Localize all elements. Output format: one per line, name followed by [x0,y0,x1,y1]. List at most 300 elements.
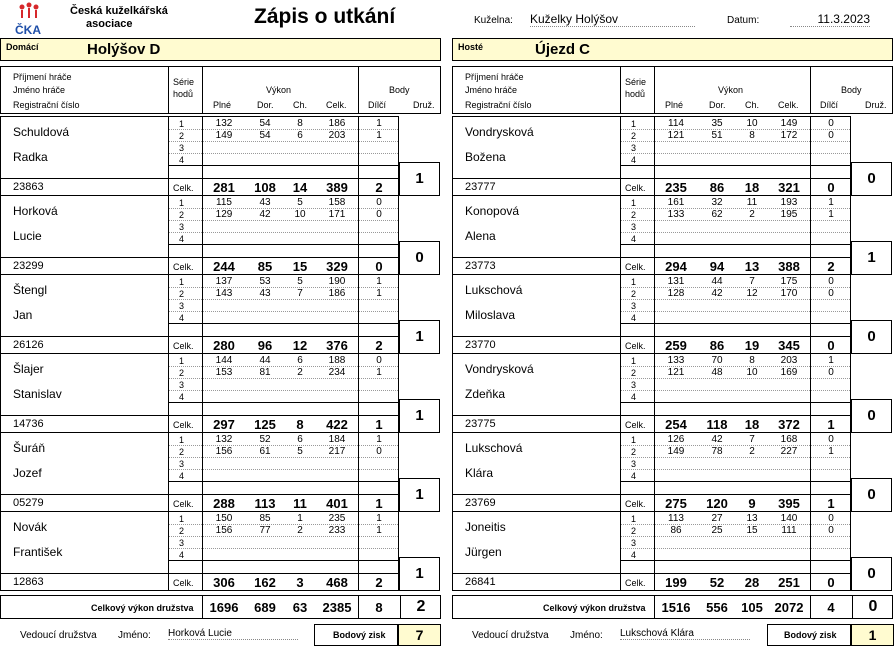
series-value: 27 [711,513,723,524]
player-total-value: 125 [254,417,276,432]
series-value: 203 [780,355,798,366]
player-total-value: 281 [213,180,235,195]
series-value: 186 [328,118,346,129]
player-reg-number: 26126 [13,339,44,351]
home-team-points: 0 [399,241,440,275]
player-reg-number: 23863 [13,181,44,193]
player-total-value: 118 [706,417,728,432]
series-value: 7 [749,276,755,287]
away-team-points: 0 [851,399,892,433]
datum-value: 11.3.2023 [790,12,870,27]
series-value: 161 [667,197,685,208]
series-value: 195 [780,209,798,220]
series-value: 5 [297,276,303,287]
home-leader-name: Horková Lucie [168,628,298,640]
player-first-name: Alena [465,229,496,243]
series-number: 3 [631,143,637,153]
series-number: 3 [631,301,637,311]
home-team-points: 1 [399,320,440,354]
celk-label: Celk. [173,578,194,588]
player-total-value: 254 [665,417,687,432]
away-player-block [452,353,851,433]
series-value: 1 [828,446,834,457]
series-value: 133 [667,355,685,366]
away-team-points: 0 [851,557,892,591]
series-number: 3 [631,538,637,548]
away-player-block [452,511,851,591]
series-value: 0 [376,446,382,457]
series-value: 15 [746,525,758,536]
series-number: 1 [179,435,185,445]
series-value: 190 [328,276,346,287]
series-value: 1 [297,513,303,524]
series-value: 44 [259,355,271,366]
celk-label: Celk. [173,420,194,430]
player-total-value: 52 [709,575,725,590]
series-value: 131 [667,276,685,287]
player-surname: Novák [13,520,48,534]
series-value: 140 [780,513,798,524]
series-value: 169 [780,367,798,378]
series-value: 0 [828,130,834,141]
series-value: 1 [828,197,834,208]
series-number: 4 [179,471,185,481]
player-total-value: 96 [257,338,273,353]
series-value: 5 [297,197,303,208]
series-value: 1 [376,434,382,445]
player-total-value: 2 [375,338,383,353]
series-value: 77 [259,525,271,536]
series-value: 137 [215,276,233,287]
series-value: 11 [746,197,758,208]
player-first-name: Jozef [13,466,42,480]
series-value: 203 [328,130,346,141]
home-total-row: Celkový výkon družstva 1696 689 63 2385 8 2 [0,595,441,619]
celk-label: Celk. [625,420,646,430]
logo-text: ČKA [15,23,41,36]
celk-label: Celk. [625,578,646,588]
series-value: 61 [259,446,271,457]
player-total-value: 275 [665,496,687,511]
series-value: 150 [215,513,233,524]
home-leader-label: Vedoucí družstva [20,630,97,641]
series-number: 2 [179,526,185,536]
player-surname: Lukschová [465,283,523,297]
series-number: 3 [179,380,185,390]
player-total-value: 306 [213,575,235,590]
series-value: 121 [667,130,685,141]
away-zisk-label: Bodový zisk [767,624,851,646]
series-number: 2 [631,526,637,536]
player-total-value: 288 [213,496,235,511]
series-value: 42 [711,288,723,299]
series-value: 53 [259,276,271,287]
player-total-value: 422 [326,417,348,432]
celk-label: Celk. [625,183,646,193]
home-player-block [0,195,399,275]
player-surname: Štengl [13,283,48,297]
home-player-block [0,432,399,512]
series-number: 4 [631,313,637,323]
series-number: 2 [631,368,637,378]
series-value: 81 [259,367,271,378]
series-number: 4 [631,392,637,402]
series-value: 44 [711,276,723,287]
series-number: 2 [631,131,637,141]
series-value: 54 [259,130,271,141]
player-total-value: 0 [375,259,383,274]
series-value: 7 [297,288,303,299]
player-total-value: 12 [292,338,308,353]
home-zisk-label: Bodový zisk [314,624,398,646]
series-value: 227 [780,446,798,457]
series-number: 4 [631,471,637,481]
player-total-value: 0 [827,338,835,353]
player-first-name: Miloslava [465,308,516,322]
home-player-block [0,274,399,354]
player-total-value: 297 [213,417,235,432]
series-value: 2 [297,525,303,536]
series-value: 132 [215,118,233,129]
series-value: 217 [328,446,346,457]
player-surname: Vondrysková [465,362,534,376]
player-total-value: 199 [665,575,687,590]
series-value: 8 [749,130,755,141]
player-total-value: 280 [213,338,235,353]
player-reg-number: 23769 [465,497,496,509]
kuzelna-label: Kuželna: [474,15,513,26]
player-total-value: 259 [665,338,687,353]
series-value: 6 [297,355,303,366]
series-value: 128 [667,288,685,299]
series-value: 70 [711,355,723,366]
player-total-value: 2 [375,180,383,195]
player-total-value: 2 [375,575,383,590]
away-team-name: Újezd C [535,41,591,58]
player-total-value: 9 [748,496,756,511]
player-total-value: 2 [827,259,835,274]
celk-label: Celk. [173,262,194,272]
home-zisk-value: 7 [398,624,441,646]
page-title: Zápis o utkání [254,5,396,28]
away-column-header: Příjmení hráče Jméno hráče Registrační číslo Série hodů Výkon Plné Dor. Ch. Celk. Body Dílčí Druž. [452,66,893,114]
series-number: 4 [179,392,185,402]
series-value: 7 [749,434,755,445]
domaci-label: Domácí [6,42,39,52]
series-value: 156 [215,446,233,457]
player-total-value: 28 [744,575,760,590]
series-value: 132 [215,434,233,445]
home-team-bar [0,38,441,61]
series-value: 188 [328,355,346,366]
series-value: 235 [328,513,346,524]
player-first-name: Božena [465,150,506,164]
series-number: 3 [179,538,185,548]
series-number: 4 [179,313,185,323]
home-team-points: 1 [399,478,440,512]
series-value: 175 [780,276,798,287]
away-team-points: 0 [851,320,892,354]
player-total-value: 345 [778,338,800,353]
home-team-points: 1 [399,399,440,433]
series-value: 113 [668,513,684,524]
series-value: 25 [711,525,723,536]
player-total-value: 11 [293,496,307,511]
celk-label: Celk. [625,262,646,272]
series-value: 133 [667,209,685,220]
series-value: 85 [259,513,271,524]
series-number: 3 [631,459,637,469]
player-total-value: 15 [292,259,308,274]
series-number: 4 [179,550,185,560]
home-player-block [0,116,399,196]
series-value: 32 [711,197,723,208]
player-total-value: 321 [778,180,800,195]
series-value: 6 [297,130,303,141]
series-value: 86 [670,525,682,536]
series-value: 233 [328,525,346,536]
series-value: 52 [259,434,271,445]
player-surname: Schuldová [13,125,70,139]
series-value: 8 [749,355,755,366]
away-total-row: Celkový výkon družstva 1516 556 105 2072 4 0 [452,595,893,619]
player-total-value: 395 [778,496,800,511]
series-value: 0 [828,118,834,129]
series-value: 2 [749,446,755,457]
series-number: 1 [631,198,637,208]
series-value: 0 [828,276,834,287]
series-value: 111 [781,525,797,536]
player-total-value: 1 [827,496,835,511]
player-total-value: 401 [326,496,348,511]
away-total-team-points: 0 [868,598,878,615]
home-leader-jmeno-label: Jméno: [118,630,151,641]
series-number: 1 [179,514,185,524]
series-value: 171 [328,209,346,220]
player-total-value: 1 [375,417,383,432]
series-value: 0 [376,209,382,220]
home-column-header: Příjmení hráče Jméno hráče Registrační číslo Série hodů Výkon Plné Dor. Ch. Celk. Body Dílčí Druž. [0,66,441,114]
series-number: 1 [631,514,637,524]
series-number: 1 [179,119,185,129]
series-number: 2 [631,210,637,220]
home-team-name: Holýšov D [87,41,161,58]
player-first-name: Zdeňka [465,387,506,401]
player-total-value: 388 [778,259,800,274]
player-first-name: Jürgen [465,545,502,559]
player-total-value: 1 [827,417,835,432]
series-value: 43 [259,197,271,208]
away-zisk-value: 1 [851,624,894,646]
series-value: 143 [215,288,233,299]
series-value: 1 [828,355,834,366]
player-total-value: 13 [744,259,760,274]
player-first-name: Klára [465,466,494,480]
home-team-points: 1 [399,162,440,196]
series-value: 2 [749,209,755,220]
away-team-points: 1 [851,241,892,275]
away-team-points: 0 [851,478,892,512]
player-first-name: Radka [13,150,48,164]
player-total-value: 94 [709,259,725,274]
away-leader-label: Vedoucí družstva [472,630,549,641]
series-value: 0 [828,513,834,524]
player-first-name: Lucie [13,229,42,243]
series-value: 10 [746,367,758,378]
series-number: 4 [631,234,637,244]
player-reg-number: 12863 [13,576,44,588]
kuzelna-value: Kuželky Holýšov [530,12,695,27]
series-value: 1 [376,513,382,524]
series-value: 1 [376,367,382,378]
player-surname: Horková [13,204,58,218]
series-value: 0 [828,288,834,299]
series-number: 3 [631,222,637,232]
player-total-value: 18 [744,180,760,195]
series-value: 186 [328,288,346,299]
series-value: 5 [297,446,303,457]
player-total-value: 86 [709,338,725,353]
series-value: 1 [376,276,382,287]
series-number: 3 [631,380,637,390]
series-value: 149 [667,446,685,457]
series-number: 1 [631,119,637,129]
series-number: 1 [631,356,637,366]
player-total-value: 0 [827,575,835,590]
player-total-value: 389 [326,180,348,195]
datum-label: Datum: [727,15,760,26]
series-value: 114 [668,118,684,129]
series-value: 172 [780,130,798,141]
series-value: 126 [667,434,685,445]
player-total-value: 468 [326,575,348,590]
series-number: 3 [179,459,185,469]
series-number: 4 [179,234,185,244]
player-total-value: 244 [213,259,235,274]
player-total-value: 251 [778,575,800,590]
series-value: 1 [376,525,382,536]
cka-logo [12,2,62,36]
series-value: 144 [215,355,233,366]
series-value: 35 [711,118,723,129]
series-value: 168 [780,434,798,445]
series-value: 10 [746,118,758,129]
series-value: 51 [711,130,723,141]
player-surname: Šlajer [13,362,44,376]
series-number: 4 [179,155,185,165]
home-team-points: 1 [399,557,440,591]
home-player-block [0,511,399,591]
series-value: 62 [711,209,723,220]
series-value: 149 [780,118,798,129]
series-value: 42 [711,434,723,445]
player-total-value: 162 [254,575,276,590]
series-value: 10 [294,209,306,220]
series-number: 2 [179,131,185,141]
player-reg-number: 14736 [13,418,44,430]
series-value: 1 [828,209,834,220]
series-value: 54 [259,118,271,129]
player-total-value: 19 [744,338,760,353]
player-total-value: 8 [296,417,304,432]
away-team-bar [452,38,893,61]
player-surname: Vondrysková [465,125,534,139]
series-value: 1 [376,288,382,299]
series-value: 153 [215,367,233,378]
player-first-name: František [13,545,63,559]
player-surname: Šuráň [13,441,46,455]
series-value: 234 [328,367,346,378]
celk-label: Celk. [173,499,194,509]
player-total-value: 18 [744,417,760,432]
series-number: 2 [179,447,185,457]
series-value: 156 [215,525,233,536]
player-total-value: 113 [254,496,276,511]
player-total-value: 329 [326,259,348,274]
player-total-value: 86 [709,180,725,195]
series-number: 2 [631,447,637,457]
series-number: 3 [179,143,185,153]
celk-label: Celk. [625,499,646,509]
series-value: 8 [297,118,303,129]
series-value: 158 [328,197,346,208]
series-number: 1 [631,277,637,287]
celk-label: Celk. [173,183,194,193]
series-value: 13 [746,513,758,524]
series-number: 2 [631,289,637,299]
series-value: 12 [746,288,758,299]
player-total-value: 3 [296,575,304,590]
home-player-block [0,353,399,433]
series-value: 170 [780,288,798,299]
player-total-value: 1 [375,496,383,511]
series-value: 48 [711,367,723,378]
player-total-value: 85 [257,259,273,274]
player-total-value: 120 [706,496,728,511]
series-value: 78 [711,446,723,457]
series-value: 0 [828,367,834,378]
series-number: 4 [631,155,637,165]
series-value: 1 [376,130,382,141]
hoste-label: Hosté [458,42,484,52]
player-reg-number: 23777 [465,181,496,193]
home-total-team-points: 2 [416,598,426,615]
player-first-name: Jan [13,308,33,322]
player-reg-number: 23775 [465,418,496,430]
series-number: 4 [631,550,637,560]
player-total-value: 108 [254,180,276,195]
series-value: 129 [215,209,233,220]
player-reg-number: 05279 [13,497,44,509]
player-total-value: 376 [326,338,348,353]
player-total-value: 294 [665,259,687,274]
series-value: 43 [259,288,271,299]
series-value: 193 [780,197,798,208]
series-value: 1 [376,118,382,129]
series-value: 0 [828,525,834,536]
series-value: 2 [297,367,303,378]
away-player-block [452,116,851,196]
series-number: 2 [179,289,185,299]
series-number: 3 [179,222,185,232]
association-name: Česká kuželkářská asociace [70,5,168,30]
player-reg-number: 23773 [465,260,496,272]
player-reg-number: 26841 [465,576,496,588]
away-player-block [452,195,851,275]
player-reg-number: 23770 [465,339,496,351]
away-leader-name: Lukschová Klára [620,628,750,640]
player-surname: Joneitis [465,520,506,534]
